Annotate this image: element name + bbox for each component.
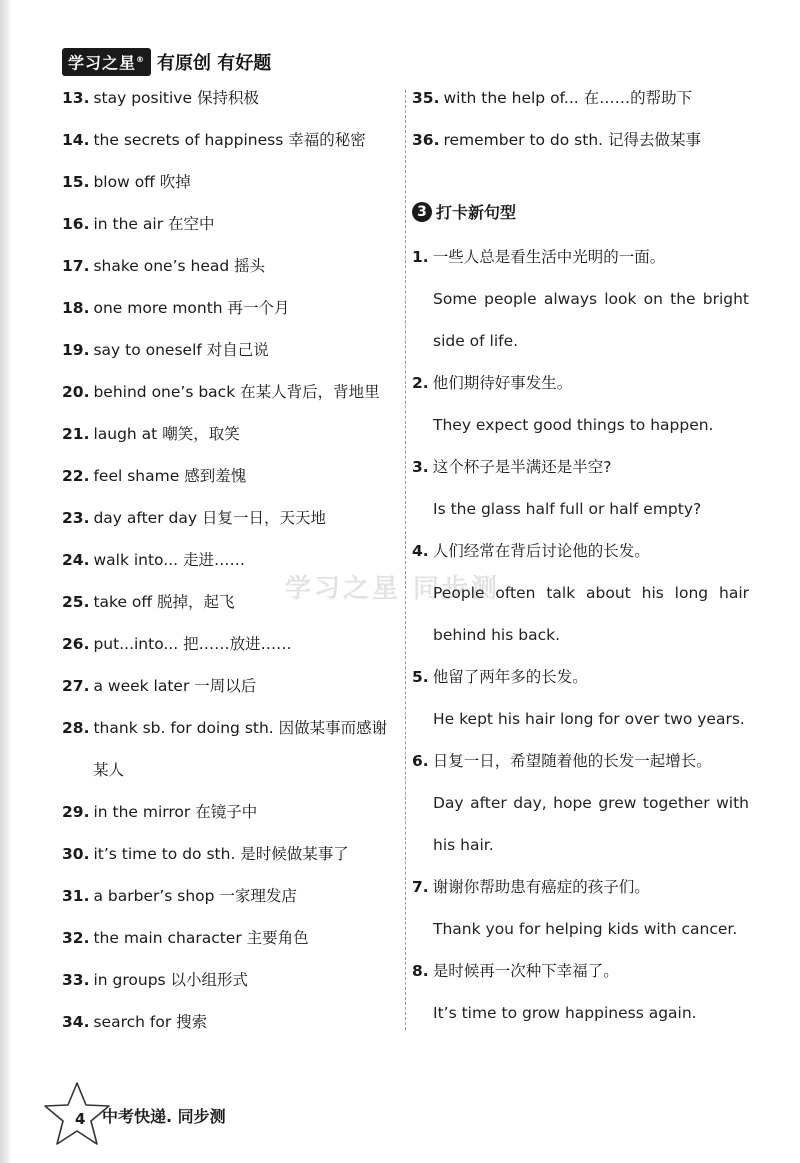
list-item: 28. thank sb. for doing sth. 因做某事而感谢	[62, 719, 388, 737]
list-item: 32. the main character 主要角色	[62, 929, 309, 947]
list-item: 20. behind one’s back 在某人背后，背地里	[62, 383, 380, 401]
book-spine-shadow	[0, 0, 12, 1163]
list-item: 16. in the air 在空中	[62, 215, 215, 233]
list-item: 34. search for 搜索	[62, 1013, 208, 1031]
sentence-en: They expect good things to happen.	[433, 416, 714, 434]
page-header	[62, 50, 271, 74]
list-item: 36. remember to do sth. 记得去做某事	[412, 131, 702, 149]
footer-text: 中考快递. 同步测	[102, 1107, 226, 1126]
sentence-en: behind his back.	[433, 626, 560, 644]
sentence-en: his hair.	[433, 836, 494, 854]
list-item: 18. one more month 再一个月	[62, 299, 290, 317]
list-item: 15. blow off 吹掉	[62, 173, 191, 191]
sentence-zh: 3. 这个杯子是半满还是半空?	[412, 458, 612, 476]
slogan: 有原创 有好题	[157, 53, 272, 74]
list-item: 25. take off 脱掉，起飞	[62, 593, 235, 611]
list-item: 24. walk into... 走进……	[62, 551, 245, 569]
sentence-zh: 4. 人们经常在背后讨论他的长发。	[412, 542, 650, 560]
list-item: 29. in the mirror 在镜子中	[62, 803, 258, 821]
list-item: 26. put...into... 把……放进……	[62, 635, 292, 653]
page-footer	[20, 1080, 260, 1150]
sentence-en: People often talk about his long hair	[433, 584, 749, 602]
list-item: 17. shake one’s head 摇头	[62, 257, 266, 275]
sentence-en: Thank you for helping kids with cancer.	[433, 920, 738, 938]
sentence-en: He kept his hair long for over two years.	[433, 710, 745, 728]
list-item: 19. say to oneself 对自己说	[62, 341, 269, 359]
list-item-continuation: 某人	[93, 761, 125, 779]
sentence-en: Is the glass half full or half empty?	[433, 500, 702, 518]
sentence-en: Day after day, hope grew together with	[433, 794, 749, 812]
list-item: 21. laugh at 嘲笑，取笑	[62, 425, 240, 443]
list-item: 14. the secrets of happiness 幸福的秘密	[62, 131, 366, 149]
sentence-en: side of life.	[433, 332, 519, 350]
sentence-zh: 8. 是时候再一次种下幸福了。	[412, 962, 619, 980]
list-item: 22. feel shame 感到羞愧	[62, 467, 247, 485]
column-divider	[405, 90, 406, 1030]
sentence-zh: 6. 日复一日，希望随着他的长发一起增长。	[412, 752, 712, 770]
brand-logo: 学习之星®	[62, 48, 151, 75]
sentence-zh: 2. 他们期待好事发生。	[412, 374, 573, 392]
list-item: 30. it’s time to do sth. 是时候做某事了	[62, 845, 349, 863]
sentence-zh: 5. 他留了两年多的长发。	[412, 668, 588, 686]
sentence-en: Some people always look on the bright	[433, 290, 749, 308]
sentence-zh: 7. 谢谢你帮助患有癌症的孩子们。	[412, 878, 650, 896]
section-number-icon: 3	[412, 202, 432, 222]
page-number: 4	[75, 1110, 86, 1128]
list-item: 13. stay positive 保持积极	[62, 89, 259, 107]
sentence-en: It’s time to grow happiness again.	[433, 1004, 697, 1022]
list-item: 35. with the help of... 在……的帮助下	[412, 89, 693, 107]
list-item: 31. a barber’s shop 一家理发店	[62, 887, 297, 905]
list-item: 23. day after day 日复一日，天天地	[62, 509, 326, 527]
list-item: 33. in groups 以小组形式	[62, 971, 249, 989]
sentence-zh: 1. 一些人总是看生活中光明的一面。	[412, 248, 666, 266]
section-heading	[412, 200, 516, 223]
watermark: 学习之星 同步测	[285, 574, 501, 604]
list-item: 27. a week later 一周以后	[62, 677, 257, 695]
section-title: 打卡新句型	[436, 203, 517, 222]
